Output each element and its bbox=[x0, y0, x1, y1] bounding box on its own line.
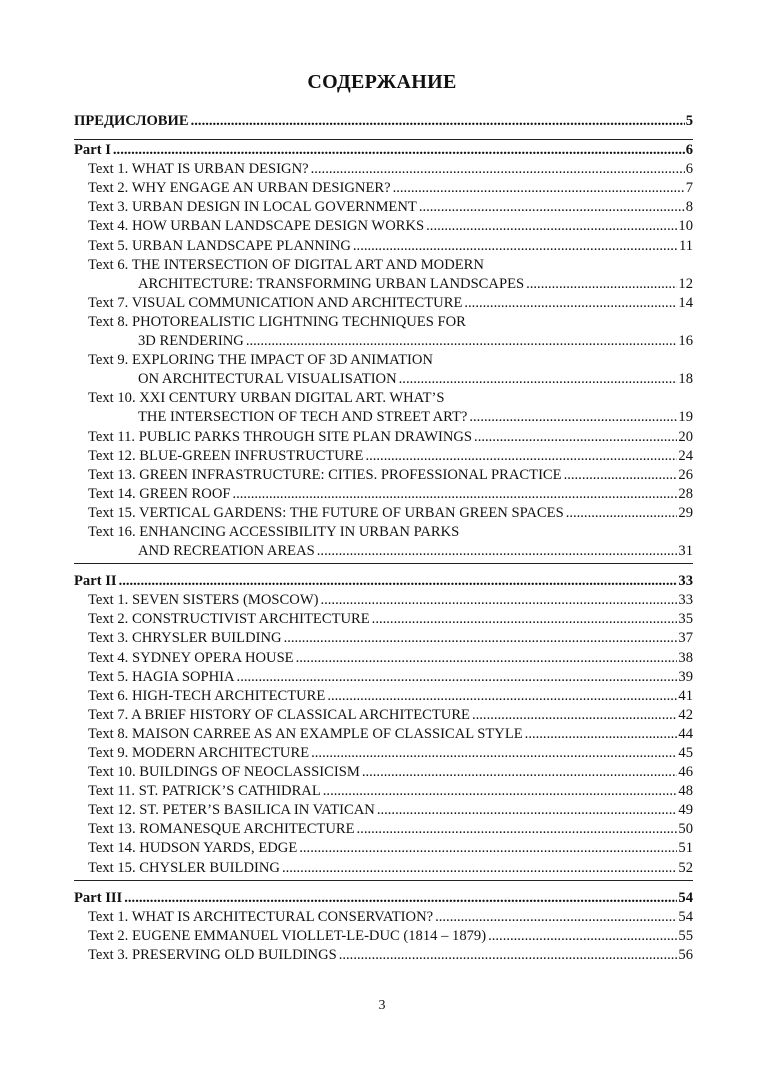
toc-entry-title: Text 4. HOW URBAN LANDSCAPE DESIGN WORKS bbox=[88, 218, 425, 235]
toc-entry-page: 52 bbox=[678, 859, 693, 876]
toc-entry-line[interactable]: Text 10. XXI CENTURY URBAN DIGITAL ART. WHAT’S bbox=[88, 390, 445, 407]
toc-entry-title: Text 11. PUBLIC PARKS THROUGH SITE PLAN DRAWINGS bbox=[88, 428, 473, 445]
toc-entry-page: 24 bbox=[678, 447, 693, 464]
toc-entry[interactable] bbox=[74, 466, 693, 485]
leader-dots bbox=[311, 744, 677, 763]
leader-dots bbox=[191, 112, 685, 131]
toc-foreword-page: 5 bbox=[685, 113, 693, 129]
leader-dots bbox=[365, 447, 677, 466]
toc-entry-page: 26 bbox=[678, 466, 693, 483]
toc-entry-title: Text 2. WHY ENGAGE AN URBAN DESIGNER? bbox=[88, 180, 391, 197]
toc-entry[interactable] bbox=[74, 782, 693, 801]
toc-entry-title: Text 7. VISUAL COMMUNICATION AND ARCHITECTURE bbox=[88, 294, 463, 311]
toc-entry-title: Text 9. MODERN ARCHITECTURE bbox=[88, 745, 310, 761]
toc-entry-title: Text 11. ST. PATRICK’S CATHIDRAL bbox=[88, 783, 321, 800]
toc-entry[interactable] bbox=[74, 820, 693, 839]
toc-entry-title: AND RECREATION AREAS bbox=[138, 543, 315, 560]
toc-entry[interactable] bbox=[74, 725, 693, 744]
toc-entry-title: Text 2. EUGENE EMMANUEL VIOLLET-LE-DUC (1814 – 1879) bbox=[88, 927, 487, 944]
leader-dots bbox=[237, 668, 678, 687]
toc-entry[interactable] bbox=[74, 629, 693, 648]
toc-entry[interactable] bbox=[74, 504, 693, 523]
toc-entry-page: 51 bbox=[678, 840, 693, 857]
toc-part-3[interactable] bbox=[74, 889, 693, 908]
toc-part-label: Part I bbox=[74, 142, 111, 159]
leader-dots bbox=[474, 428, 677, 447]
toc-entry-page: 35 bbox=[678, 611, 693, 628]
leader-dots bbox=[124, 889, 677, 908]
toc-entry-page: 39 bbox=[678, 668, 693, 685]
toc-entry-line[interactable]: Text 6. THE INTERSECTION OF DIGITAL ART AND MODERN bbox=[88, 256, 484, 273]
toc-entry[interactable] bbox=[74, 927, 693, 946]
toc-entry-page: 19 bbox=[678, 409, 693, 426]
toc-entry-page: 8 bbox=[685, 199, 693, 216]
leader-dots bbox=[317, 542, 678, 561]
toc-entry-page: 55 bbox=[678, 927, 693, 944]
leader-dots bbox=[311, 160, 685, 179]
toc-entry-title: THE INTERSECTION OF TECH AND STREET ART? bbox=[138, 409, 468, 426]
toc-entry-page: 10 bbox=[678, 218, 693, 235]
leader-dots bbox=[320, 591, 677, 610]
toc-entry-title: Text 12. BLUE-GREEN INFRUSTRUCTURE bbox=[88, 447, 364, 464]
toc-entry-title: Text 4. SYDNEY OPERA HOUSE bbox=[88, 649, 294, 666]
toc-entry-page: 16 bbox=[678, 333, 693, 350]
toc-entry-line[interactable]: Text 8. PHOTOREALISTIC LIGHTNING TECHNIQUES FOR bbox=[88, 313, 466, 330]
leader-dots bbox=[525, 725, 678, 744]
leader-dots bbox=[372, 610, 678, 629]
toc-entry-page: 48 bbox=[678, 783, 693, 800]
leader-dots bbox=[377, 801, 678, 820]
leader-dots bbox=[526, 275, 677, 294]
toc-part-2[interactable] bbox=[74, 572, 693, 591]
toc-entry-page: 33 bbox=[678, 592, 693, 609]
toc-part-page: 33 bbox=[678, 573, 693, 590]
section-divider bbox=[74, 563, 693, 564]
leader-dots bbox=[353, 237, 678, 256]
leader-dots bbox=[282, 859, 677, 878]
toc-entry[interactable] bbox=[74, 447, 693, 466]
leader-dots bbox=[246, 332, 678, 351]
toc-entry-page: 38 bbox=[678, 649, 693, 666]
toc-entry[interactable] bbox=[74, 294, 693, 313]
toc-entry[interactable] bbox=[74, 610, 693, 629]
toc-entry-page: 50 bbox=[678, 821, 693, 838]
toc-entry-page: 28 bbox=[678, 485, 693, 502]
toc-entry[interactable] bbox=[74, 408, 693, 427]
toc-entry-title: Text 10. BUILDINGS OF NEOCLASSICISM bbox=[88, 764, 360, 781]
toc-entry-title: Text 15. VERTICAL GARDENS: THE FUTURE OF URBAN GREEN SPACES bbox=[88, 504, 564, 521]
toc-entry-page: 6 bbox=[685, 161, 693, 178]
toc-part-1[interactable] bbox=[74, 141, 693, 160]
toc-entry-page: 42 bbox=[678, 706, 693, 723]
page-title: СОДЕРЖАНИЕ bbox=[307, 71, 457, 93]
toc-entry-title: Text 3. CHRYSLER BUILDING bbox=[88, 630, 282, 647]
toc-entry[interactable] bbox=[74, 859, 693, 878]
leader-dots bbox=[339, 946, 678, 965]
leader-dots bbox=[426, 217, 677, 236]
toc-entry[interactable] bbox=[74, 237, 693, 256]
toc-entry[interactable] bbox=[74, 198, 693, 217]
leader-dots bbox=[566, 504, 678, 523]
toc-entry-page: 37 bbox=[678, 630, 693, 647]
section-divider bbox=[74, 139, 693, 140]
leader-dots bbox=[469, 408, 677, 427]
leader-dots bbox=[564, 466, 678, 485]
toc-entry-page: 46 bbox=[678, 764, 693, 781]
toc-foreword-label: ПРЕДИСЛОВИЕ bbox=[74, 113, 189, 129]
toc-entry[interactable] bbox=[74, 763, 693, 782]
toc-entry-title: Text 8. MAISON CARREE AS AN EXAMPLE OF CLASSICAL STYLE bbox=[88, 725, 523, 742]
toc-entry[interactable] bbox=[74, 179, 693, 198]
toc-entry-title: Text 13. ROMANESQUE ARCHITECTURE bbox=[88, 821, 355, 838]
table-of-contents bbox=[74, 112, 693, 965]
toc-entry-title: Text 1. WHAT IS URBAN DESIGN? bbox=[88, 161, 309, 178]
leader-dots bbox=[113, 141, 685, 160]
toc-entry-title: Text 12. ST. PETER’S BASILICA IN VATICAN bbox=[88, 802, 375, 819]
toc-part-page: 6 bbox=[685, 142, 693, 159]
toc-entry-page: 29 bbox=[678, 504, 693, 521]
leader-dots bbox=[323, 782, 678, 801]
toc-entry-page: 18 bbox=[678, 371, 693, 388]
toc-entry-page: 41 bbox=[678, 687, 693, 704]
toc-entry-title: Text 5. URBAN LANDSCAPE PLANNING bbox=[88, 237, 351, 254]
toc-entry-title: Text 2. CONSTRUCTIVIST ARCHITECTURE bbox=[88, 611, 370, 628]
toc-entry[interactable] bbox=[74, 946, 693, 965]
toc-entry[interactable] bbox=[74, 275, 693, 294]
toc-entry[interactable] bbox=[74, 332, 693, 351]
toc-foreword[interactable] bbox=[74, 112, 693, 131]
toc-entry-title: Text 5. HAGIA SOPHIA bbox=[88, 668, 235, 685]
leader-dots bbox=[393, 179, 685, 198]
toc-part-page: 54 bbox=[678, 889, 693, 906]
toc-entry[interactable] bbox=[74, 485, 693, 504]
leader-dots bbox=[299, 839, 677, 858]
toc-entry[interactable] bbox=[74, 428, 693, 447]
toc-entry-page: 7 bbox=[685, 180, 693, 197]
toc-entry-page: 14 bbox=[678, 294, 693, 311]
toc-entry-title: Text 14. HUDSON YARDS, EDGE bbox=[88, 840, 298, 857]
toc-part-label: Part III bbox=[74, 889, 123, 906]
leader-dots bbox=[357, 820, 678, 839]
toc-entry[interactable] bbox=[74, 542, 693, 561]
leader-dots bbox=[488, 927, 677, 946]
toc-entry[interactable] bbox=[74, 370, 693, 389]
leader-dots bbox=[284, 629, 678, 648]
toc-entry[interactable] bbox=[74, 908, 693, 927]
leader-dots bbox=[119, 572, 678, 591]
toc-entry-page: 12 bbox=[678, 275, 693, 292]
toc-entry-title: Text 7. A BRIEF HISTORY OF CLASSICAL ARCHITECTURE bbox=[88, 706, 470, 723]
toc-entry-title: 3D RENDERING bbox=[138, 333, 244, 350]
toc-entry[interactable] bbox=[74, 687, 693, 706]
toc-entry-title: Text 3. URBAN DESIGN IN LOCAL GOVERNMENT bbox=[88, 199, 417, 216]
leader-dots bbox=[296, 649, 678, 668]
toc-entry[interactable] bbox=[74, 744, 693, 763]
toc-entry-page: 45 bbox=[678, 745, 693, 761]
toc-entry[interactable] bbox=[74, 591, 693, 610]
toc-entry-page: 11 bbox=[678, 237, 693, 254]
toc-entry-page: 49 bbox=[678, 802, 693, 819]
leader-dots bbox=[362, 763, 678, 782]
toc-entry-page: 20 bbox=[678, 428, 693, 445]
toc-entry-title: Text 15. CHYSLER BUILDING bbox=[88, 859, 280, 876]
toc-entry-title: ARCHITECTURE: TRANSFORMING URBAN LANDSCAPES bbox=[138, 275, 525, 292]
toc-entry-title: Text 1. SEVEN SISTERS (MOSCOW) bbox=[88, 592, 319, 609]
leader-dots bbox=[435, 908, 677, 927]
toc-entry[interactable] bbox=[74, 801, 693, 820]
toc-entry-page: 44 bbox=[678, 725, 693, 742]
toc-entry-title: Text 6. HIGH-TECH ARCHITECTURE bbox=[88, 687, 326, 704]
toc-entry[interactable] bbox=[74, 839, 693, 858]
toc-entry[interactable] bbox=[74, 706, 693, 725]
toc-entry[interactable] bbox=[74, 649, 693, 668]
leader-dots bbox=[419, 198, 685, 217]
toc-entry[interactable] bbox=[74, 160, 693, 179]
toc-entry[interactable] bbox=[74, 217, 693, 236]
leader-dots bbox=[472, 706, 677, 725]
page-number: 3 bbox=[378, 998, 386, 1013]
toc-entry-title: Text 3. PRESERVING OLD BUILDINGS bbox=[88, 946, 337, 963]
toc-entry-page: 56 bbox=[678, 946, 693, 963]
section-divider bbox=[74, 880, 693, 881]
toc-entry-line[interactable]: Text 16. ENHANCING ACCESSIBILITY IN URBAN PARKS bbox=[88, 523, 460, 540]
leader-dots bbox=[232, 485, 677, 504]
toc-entry-page: 31 bbox=[678, 543, 693, 560]
leader-dots bbox=[327, 687, 677, 706]
toc-entry-page: 54 bbox=[678, 908, 693, 925]
toc-part-label: Part II bbox=[74, 573, 117, 590]
toc-entry-title: Text 1. WHAT IS ARCHITECTURAL CONSERVATION? bbox=[88, 908, 434, 925]
toc-entry-title: ON ARCHITECTURAL VISUALISATION bbox=[138, 371, 397, 388]
leader-dots bbox=[464, 294, 677, 313]
toc-entry-title: Text 14. GREEN ROOF bbox=[88, 485, 231, 502]
toc-entry[interactable] bbox=[74, 668, 693, 687]
toc-entry-line[interactable]: Text 9. EXPLORING THE IMPACT OF 3D ANIMATION bbox=[88, 352, 433, 369]
leader-dots bbox=[399, 370, 678, 389]
toc-entry-title: Text 13. GREEN INFRASTRUCTURE: CITIES. PROFESSIONAL PRACTICE bbox=[88, 466, 562, 483]
